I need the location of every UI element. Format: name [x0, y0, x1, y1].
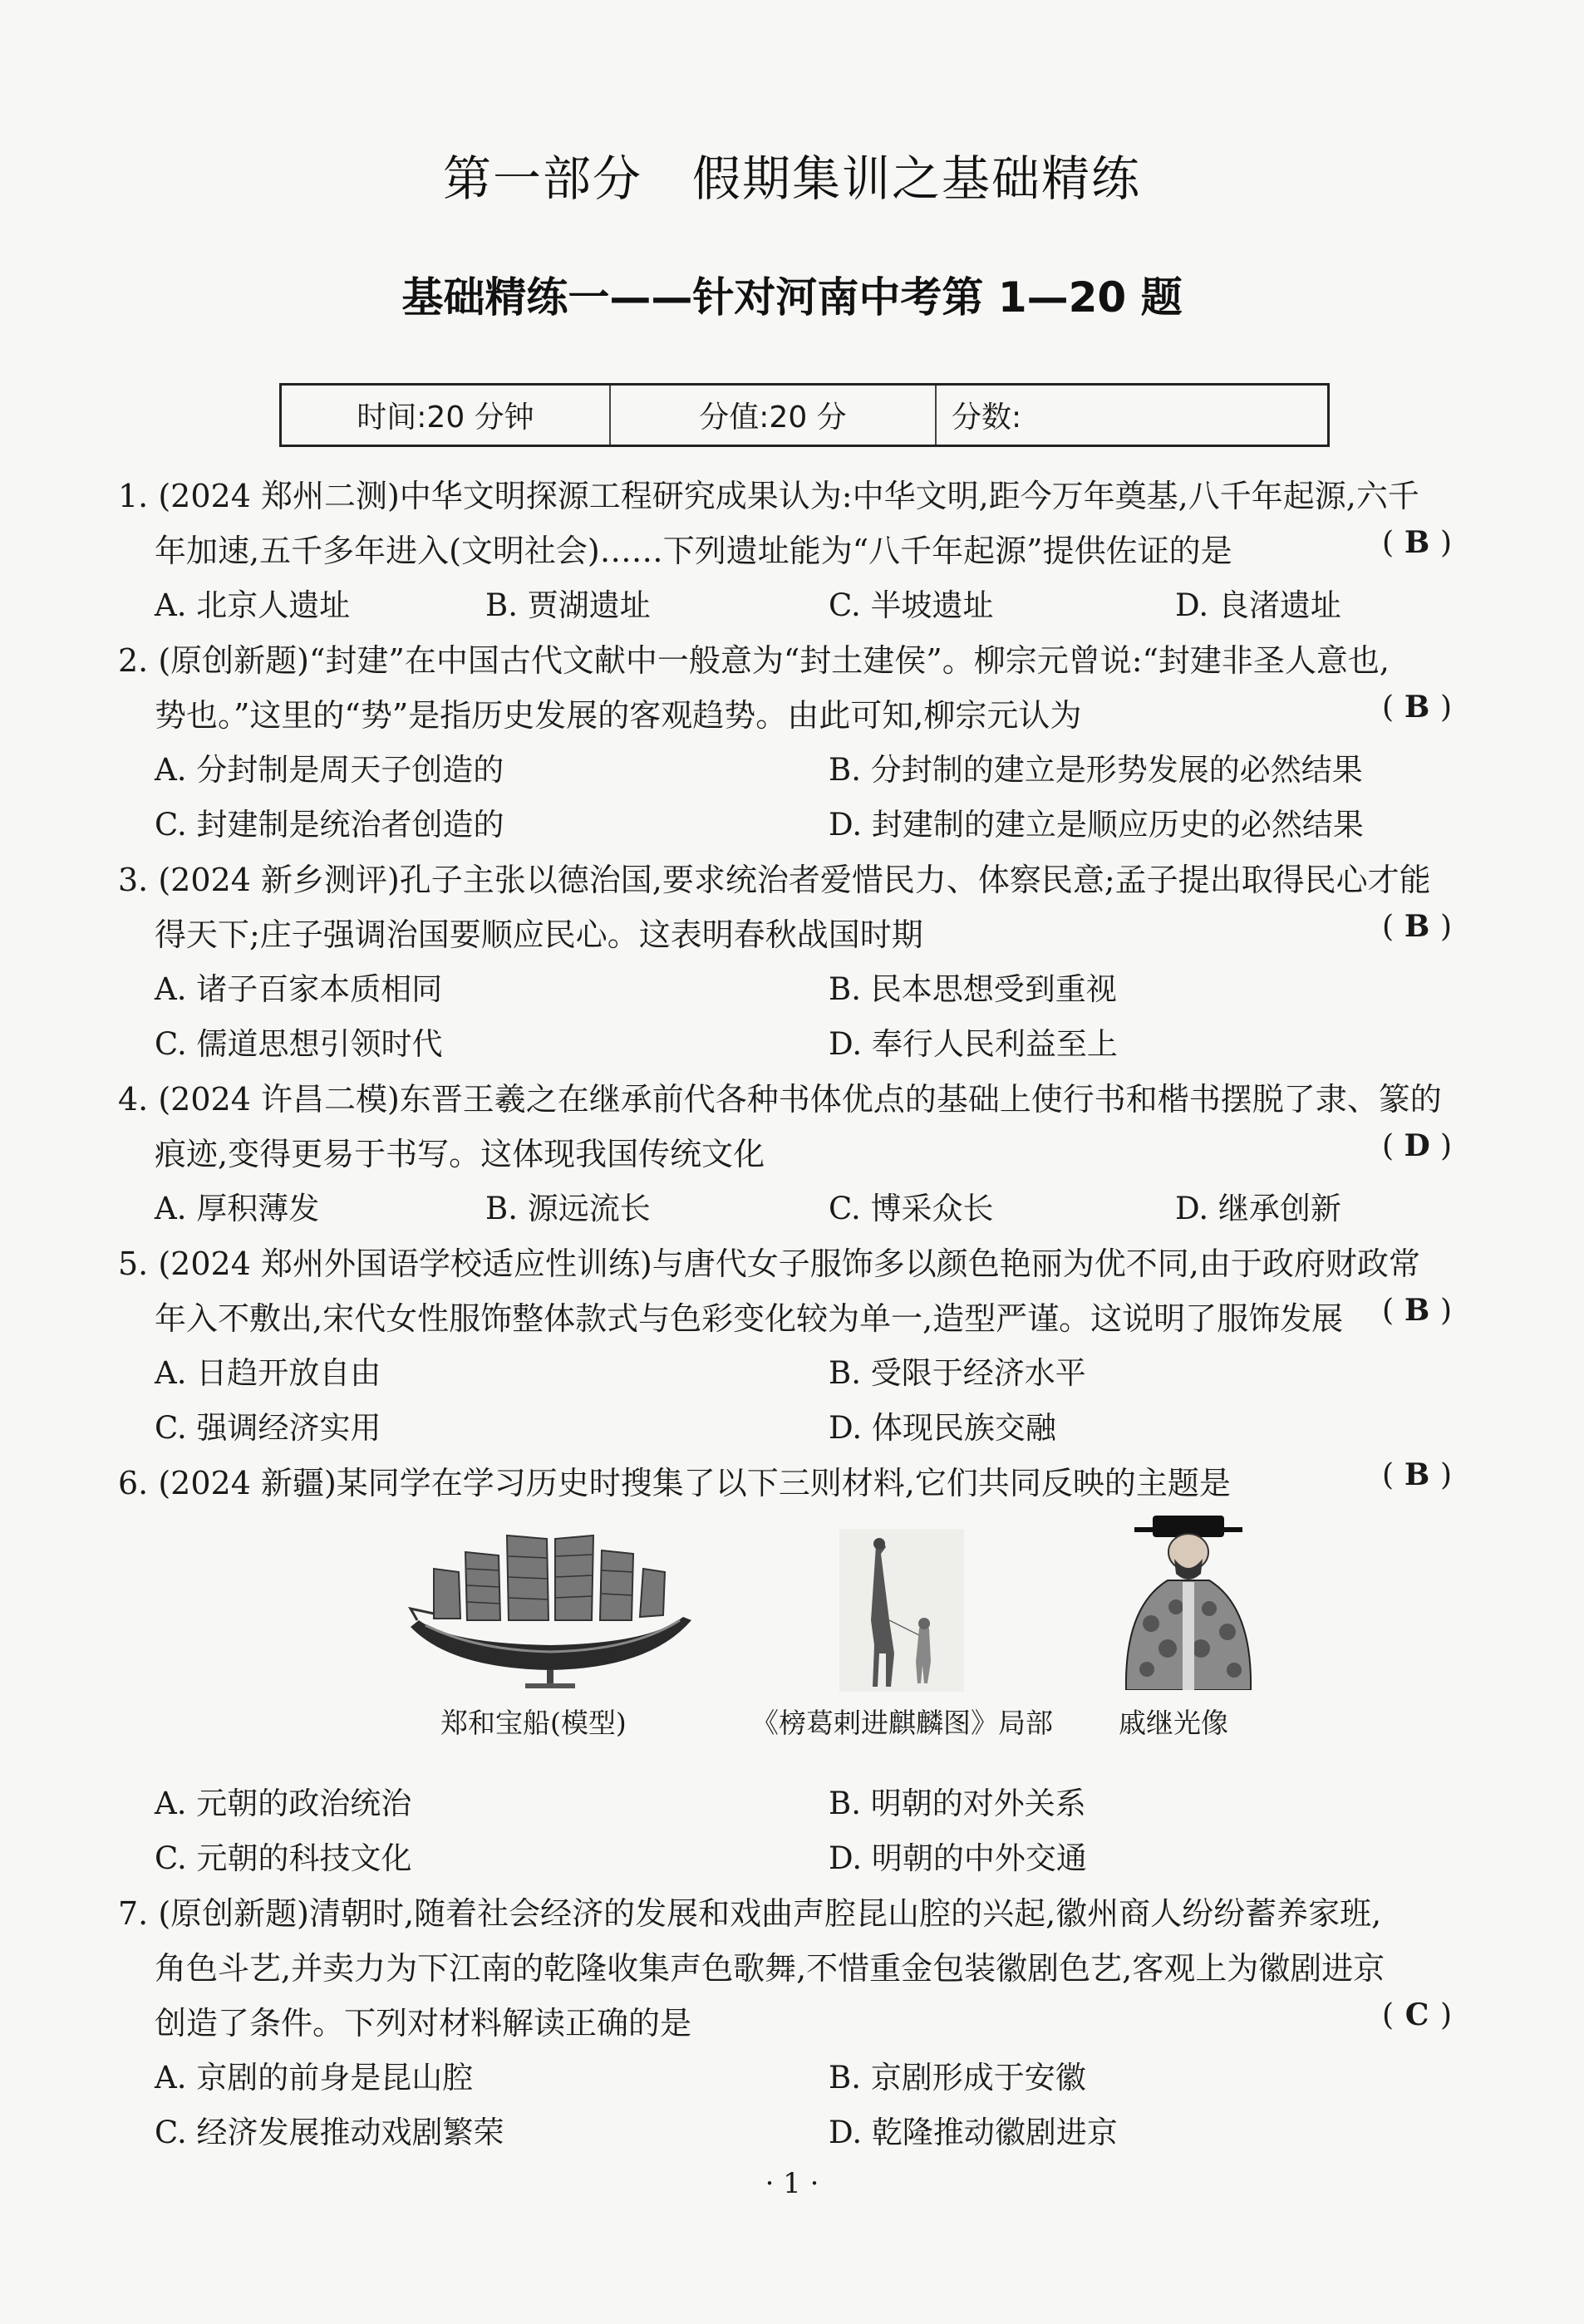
answer-value: D [1404, 1128, 1430, 1163]
option-a: A. 元朝的政治统治 [155, 1786, 412, 1821]
option-b: B. 明朝的对外关系 [829, 1786, 1086, 1821]
option-d: D. 奉行人民利益至上 [829, 1026, 1118, 1062]
option-a: A. 京剧的前身是昆山腔 [155, 2060, 474, 2096]
figure-caption: 郑和宝船(模型) [440, 1707, 627, 1739]
option-b: B. 源远流长 [485, 1191, 651, 1226]
answer-bracket: ( B ) [1382, 690, 1453, 725]
option-c: C. 强调经济实用 [155, 1410, 381, 1446]
question-6-figures [0, 1512, 1584, 1761]
option-a: A. 厚积薄发 [155, 1191, 320, 1226]
option-b: B. 贾湖遗址 [485, 587, 651, 623]
time-cell: 时间:20 分钟 [282, 386, 611, 445]
answer-value: B [1404, 525, 1430, 560]
question-text-line: 创造了条件。下列对材料解读正确的是 [155, 2005, 692, 2041]
answer-bracket: ( B ) [1382, 1293, 1453, 1328]
option-c: C. 元朝的科技文化 [155, 1840, 412, 1876]
question-text-line: 得天下;庄子强调治国要顺应民心。这表明春秋战国时期 [155, 916, 923, 953]
question-text-line: 5. (2024 郑州外国语学校适应性训练)与唐代女子服饰多以颜色艳丽为优不同,由于政府财政常 [118, 1246, 1420, 1282]
question-text-line: 4. (2024 许昌二模)东晋王羲之在继承前代各种书体优点的基础上使行书和楷书摆脱了隶、篆的 [118, 1081, 1442, 1118]
figure-caption: 《榜葛剌进麒麟图》局部 [751, 1707, 1053, 1739]
option-b: B. 京剧形成于安徽 [829, 2060, 1086, 2096]
option-b: B. 受限于经济水平 [829, 1355, 1086, 1391]
exam-info-box [279, 383, 1330, 447]
option-d: D. 体现民族交融 [829, 1410, 1056, 1446]
answer-bracket: ( D ) [1382, 1128, 1453, 1163]
option-b: B. 分封制的建立是形势发展的必然结果 [829, 752, 1363, 788]
score-value-cell: 分值:20 分 [611, 386, 937, 445]
treasure-ship-image [401, 1527, 700, 1693]
option-a: A. 日趋开放自由 [155, 1355, 381, 1391]
answer-value: C [1404, 1997, 1429, 2032]
figure-caption: 戚继光像 [1119, 1707, 1228, 1739]
option-d: D. 明朝的中外交通 [829, 1840, 1087, 1876]
option-c: C. 经济发展推动戏剧繁荣 [155, 2115, 504, 2150]
option-d: D. 继承创新 [1175, 1191, 1341, 1226]
qi-jiguang-portrait-image [1118, 1516, 1259, 1690]
question-text-line: 年加速,五千多年进入(文明社会)……下列遗址能为“八千年起源”提供佐证的是 [155, 533, 1232, 569]
question-text-line: 势也。”这里的“势”是指历史发展的客观趋势。由此可知,柳宗元认为 [155, 697, 1082, 734]
answer-value: B [1404, 909, 1430, 944]
option-c: C. 博采众长 [829, 1191, 994, 1226]
option-c: C. 封建制是统治者创造的 [155, 807, 504, 843]
part-title: 第一部分 假期集训之基础精练 [442, 150, 1141, 207]
option-d: D. 良渚遗址 [1175, 587, 1341, 623]
answer-value: B [1404, 1293, 1430, 1328]
question-text-line: 7. (原创新题)清朝时,随着社会经济的发展和戏曲声腔昆山腔的兴起,徽州商人纷纷蓄养家班, [118, 1895, 1382, 1932]
answer-value: B [1404, 690, 1430, 725]
answer-bracket: ( B ) [1382, 909, 1453, 944]
section-title: 基础精练一——针对河南中考第 1—20 题 [401, 273, 1183, 322]
option-d: D. 封建制的建立是顺应历史的必然结果 [829, 807, 1364, 843]
option-a: A. 北京人遗址 [155, 587, 351, 623]
option-a: A. 诸子百家本质相同 [155, 971, 443, 1007]
answer-value: B [1404, 1457, 1430, 1492]
question-text-line: 3. (2024 新乡测评)孔子主张以德治国,要求统治者爱惜民力、体察民意;孟子提出取得民心才能 [118, 862, 1431, 898]
giraffe-painting-image [839, 1529, 964, 1692]
answer-bracket: ( B ) [1382, 1457, 1453, 1492]
option-c: C. 儒道思想引领时代 [155, 1026, 443, 1062]
question-text-line: 6. (2024 新疆)某同学在学习历史时搜集了以下三则材料,它们共同反映的主题是 [118, 1465, 1231, 1501]
answer-bracket: ( C ) [1382, 1997, 1453, 2032]
option-c: C. 半坡遗址 [829, 587, 994, 623]
question-text-line: 痕迹,变得更易于书写。这体现我国传统文化 [155, 1136, 765, 1172]
option-b: B. 民本思想受到重视 [829, 971, 1117, 1007]
page-number: · 1 · [765, 2167, 819, 2200]
question-text-line: 2. (原创新题)“封建”在中国古代文献中一般意为“封土建侯”。柳宗元曾说:“封建非圣人意也, [118, 642, 1390, 679]
question-text-line: 年入不敷出,宋代女性服饰整体款式与色彩变化较为单一,造型严谨。这说明了服饰发展 [155, 1300, 1344, 1337]
option-a: A. 分封制是周天子创造的 [155, 752, 504, 788]
question-text-line: 角色斗艺,并卖力为下江南的乾隆收集声色歌舞,不惜重金包装徽剧色艺,客观上为徽剧进京 [155, 1950, 1385, 1987]
answer-bracket: ( B ) [1382, 525, 1453, 560]
score-cell: 分数: [952, 400, 1022, 435]
question-text-line: 1. (2024 郑州二测)中华文明探源工程研究成果认为:中华文明,距今万年奠基,八千年起源,六千 [118, 478, 1419, 514]
option-d: D. 乾隆推动徽剧进京 [829, 2115, 1118, 2150]
